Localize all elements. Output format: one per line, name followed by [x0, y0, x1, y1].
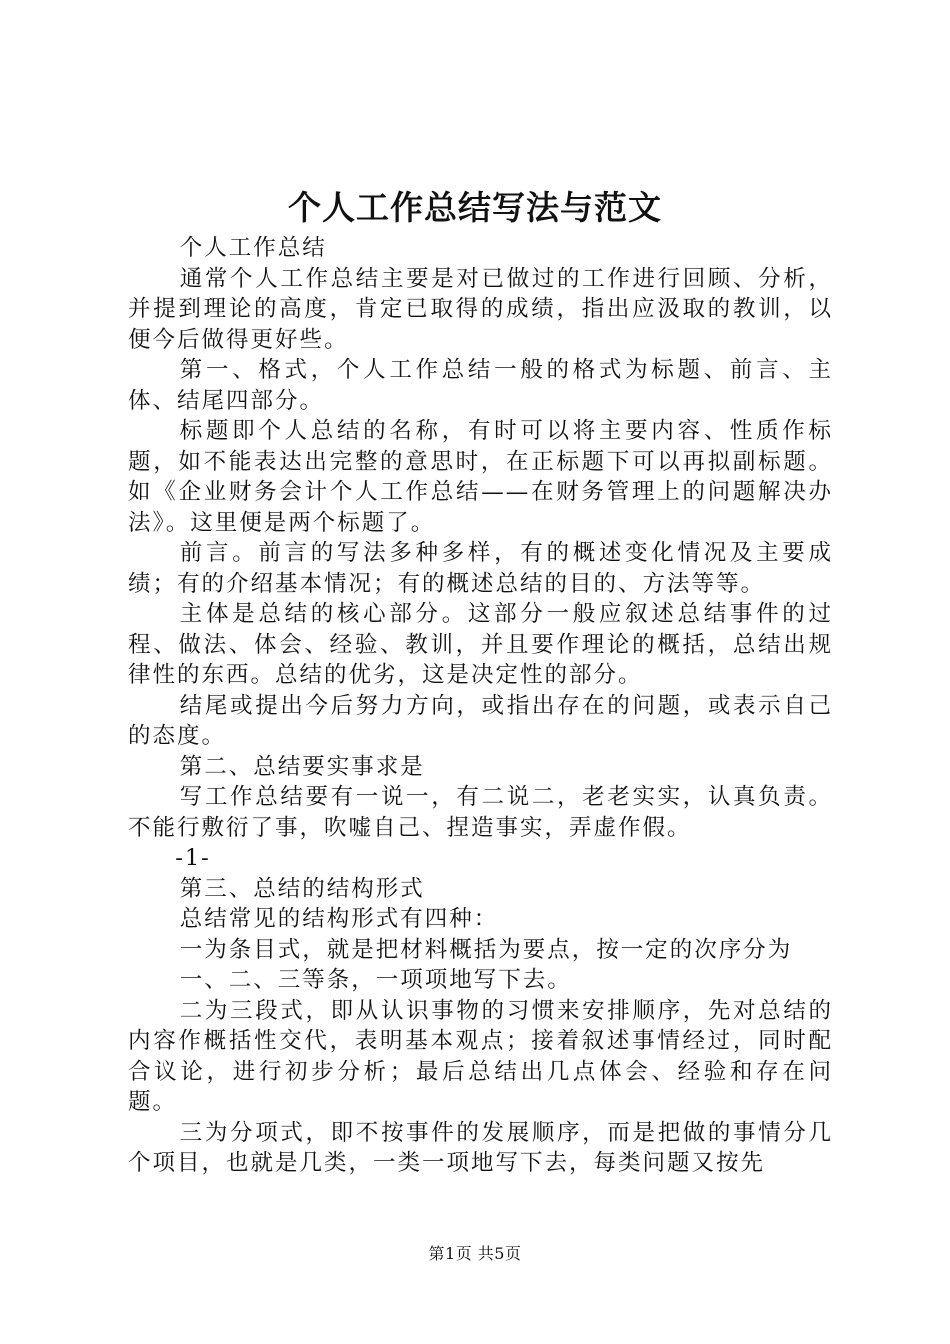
paragraph: 一、二、三等条，一项项地写下去。 — [179, 967, 572, 993]
paragraph-heading: 第三、总结的结构形式 — [179, 875, 425, 902]
paragraph: 前言。前言的写法多种多样，有的概述变化情况及主要成绩；有的介绍基本情况；有的概述总结的目的、方法等等。 — [128, 540, 833, 597]
document-title: 个人工作总结写法与范文 — [288, 188, 662, 227]
paragraph: 第一、格式，个人工作总结一般的格式为标题、前言、主体、结尾四部分。 — [128, 357, 833, 414]
paragraph: 一为条目式，就是把材料概括为要点，按一定的次序分为 — [179, 936, 793, 963]
inline-page-number: -1- — [175, 845, 211, 871]
paragraph-heading: 第二、总结要实事求是 — [179, 753, 425, 780]
paragraph: 标题即个人总结的名称，有时可以将主要内容、性质作标题，如不能表达出完整的意思时，在正标题下可以再拟副标题。如《企业财务会计个人工作总结——在财务管理上的问题解决办法》。这里便是两个标题了。 — [128, 418, 833, 536]
paragraph: 结尾或提出今后努力方向，或指出存在的问题，或表示自己的态度。 — [128, 692, 833, 749]
paragraph: 三为分项式，即不按事件的发展顺序，而是把做的事情分几个项目，也就是几类，一类一项地写下去，每类问题又按先 — [128, 1119, 833, 1176]
paragraph: 主体是总结的核心部分。这部分一般应叙述总结事件的过程、做法、体会、经验、教训，并且要作理论的概括，总结出规律性的东西。总结的优劣，这是决定性的部分。 — [128, 601, 833, 688]
page-footer: 第1页 共5页 — [428, 1244, 522, 1263]
document-body — [128, 233, 833, 1179]
paragraph: 总结常见的结构形式有四种： — [179, 906, 499, 932]
paragraph: 写工作总结要有一说一，有二说二，老老实实，认真负责。不能行敷衍了事，吹嘘自己、捏造事实，弄虚作假。 — [128, 784, 833, 841]
paragraph: 通常个人工作总结主要是对已做过的工作进行回顾、分析，并提到理论的高度，肯定已取得的成绩，指出应汲取的教训，以便今后做得更好些。 — [128, 265, 833, 353]
paragraph: 二为三段式，即从认识事物的习惯来安排顺序，先对总结的内容作概括性交代，表明基本观点；接着叙述事情经过，同时配合议论，进行初步分析；最后总结出几点体会、经验和存在问题。 — [128, 997, 833, 1115]
paragraph-heading: 个人工作总结 — [179, 235, 327, 261]
